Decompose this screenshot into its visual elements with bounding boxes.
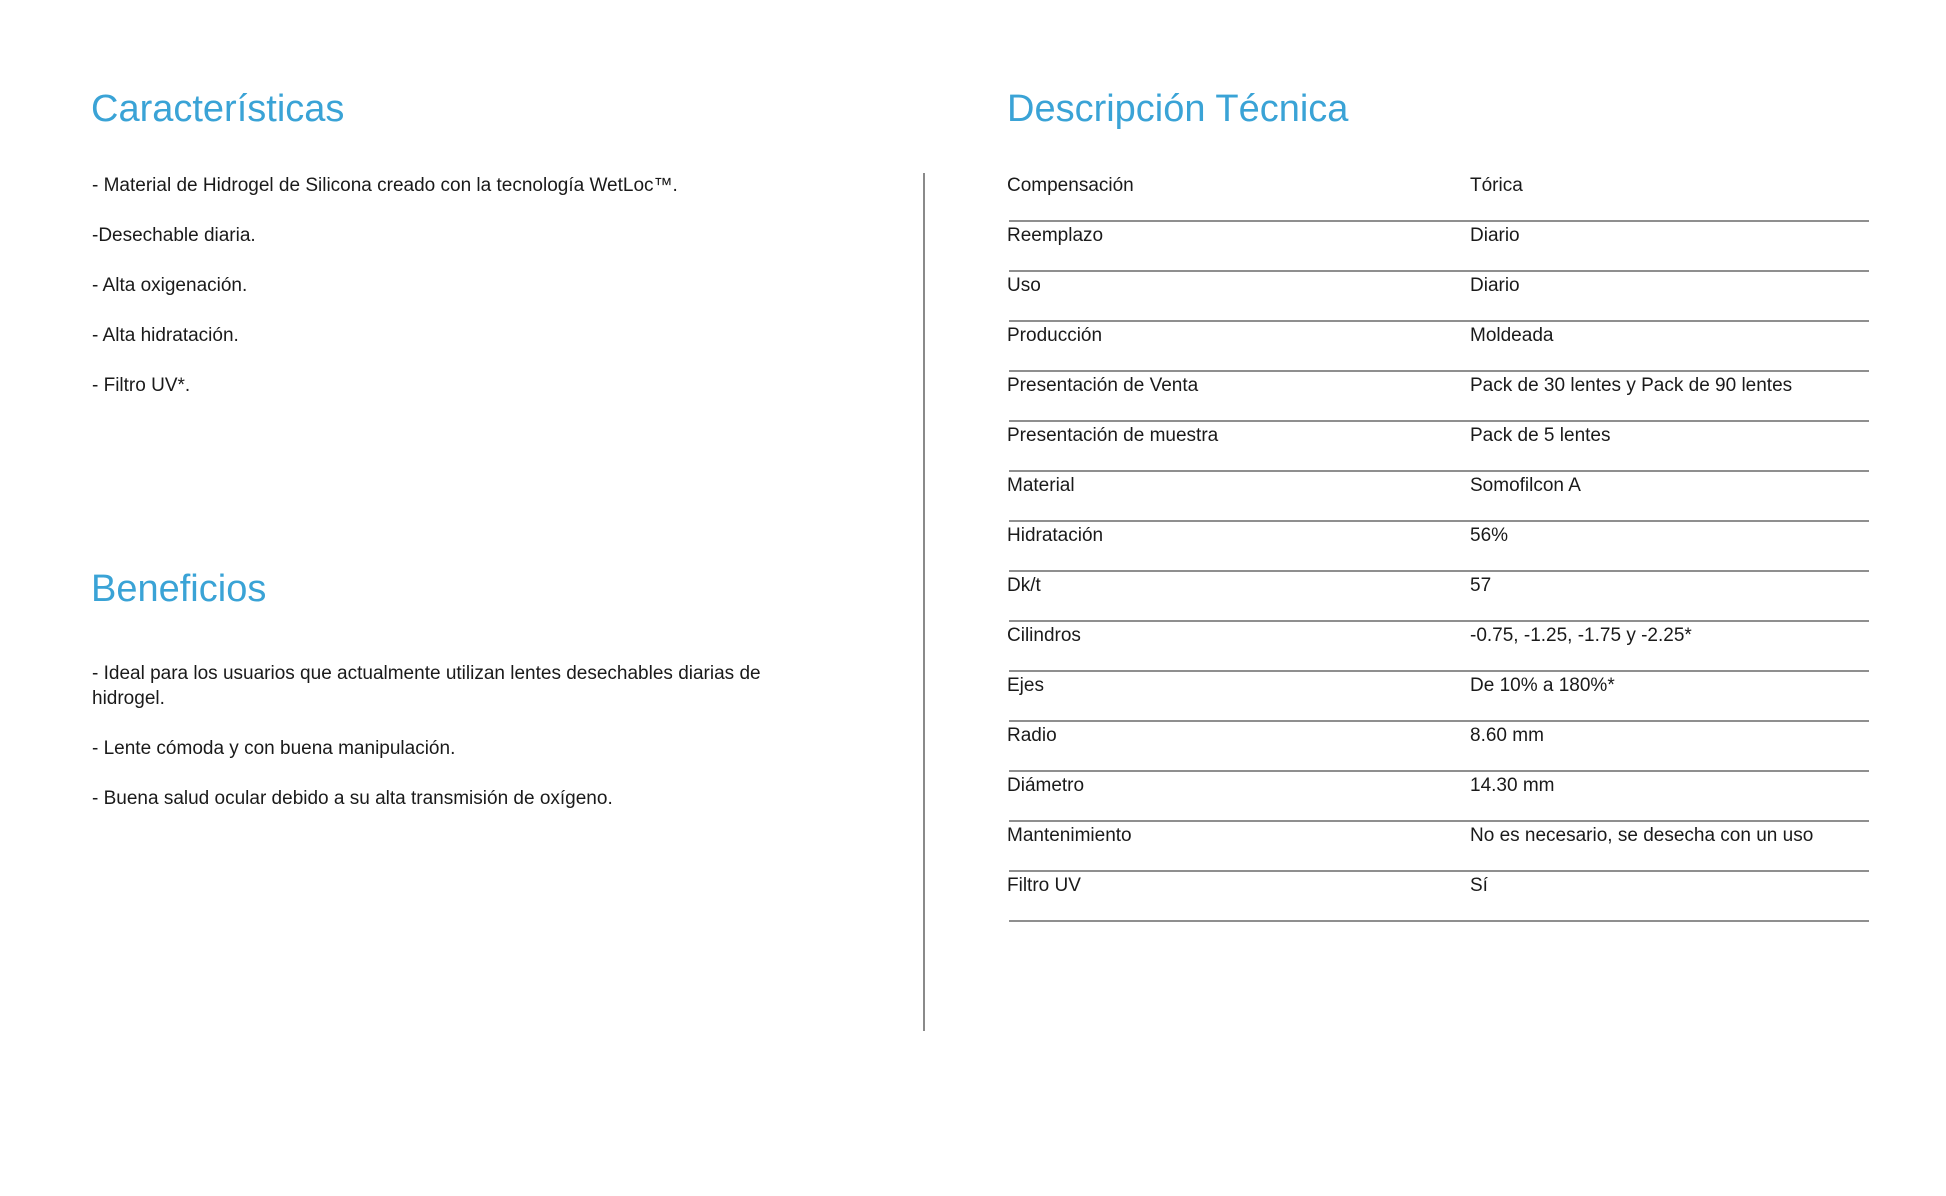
spec-value: -0.75, -1.25, -1.75 y -2.25* [1470, 625, 1692, 646]
spec-row [1009, 422, 1869, 472]
beneficio-item: - Ideal para los usuarios que actualmente utilizan lentes desechables diarias de hidrogel. [92, 663, 761, 709]
spec-value: 8.60 mm [1470, 725, 1544, 746]
spec-value: No es necesario, se desecha con un uso [1470, 825, 1814, 846]
column-divider [923, 173, 925, 1031]
spec-row [1009, 172, 1869, 222]
spec-value: Pack de 30 lentes y Pack de 90 lentes [1470, 375, 1793, 396]
spec-value: Tórica [1470, 175, 1523, 196]
spec-row [1009, 322, 1869, 372]
spec-row [1009, 622, 1869, 672]
caracteristica-item: - Material de Hidrogel de Silicona creado con la tecnología WetLoc™. [92, 175, 678, 196]
spec-label: Reemplazo [1007, 225, 1104, 246]
spec-row [1009, 272, 1869, 322]
spec-value: Somofilcon A [1470, 475, 1581, 496]
beneficios-list [92, 661, 792, 836]
spec-label: Cilindros [1007, 625, 1081, 646]
beneficio-item: - Buena salud ocular debido a su alta transmisión de oxígeno. [92, 788, 613, 809]
spec-row [1009, 572, 1869, 622]
spec-value: 14.30 mm [1470, 775, 1555, 796]
spec-value: 56% [1470, 525, 1509, 546]
spec-value: Sí [1470, 875, 1488, 896]
spec-label: Presentación de Venta [1007, 375, 1199, 396]
spec-label: Material [1007, 475, 1075, 496]
spec-label: Filtro UV [1007, 875, 1081, 896]
spec-label: Diámetro [1007, 775, 1085, 796]
spec-label: Producción [1007, 325, 1103, 346]
spec-row [1009, 522, 1869, 572]
spec-label: Mantenimiento [1007, 825, 1132, 846]
caracteristica-item: - Alta oxigenación. [92, 275, 248, 296]
spec-value: Moldeada [1470, 325, 1554, 346]
spec-row [1009, 222, 1869, 272]
spec-value: Diario [1470, 275, 1520, 296]
descripcion-tecnica-title: Descripción Técnica [1007, 88, 1349, 130]
spec-value: De 10% a 180%* [1470, 675, 1615, 696]
spec-label: Dk/t [1007, 575, 1041, 596]
spec-value: 57 [1470, 575, 1492, 596]
spec-row [1009, 772, 1869, 822]
spec-row [1009, 672, 1869, 722]
spec-label: Compensación [1007, 175, 1134, 196]
spec-table [1007, 172, 1869, 922]
caracteristicas-list [92, 173, 812, 423]
caracteristica-item: - Alta hidratación. [92, 325, 239, 346]
spec-label: Presentación de muestra [1007, 425, 1219, 446]
caracteristicas-title: Características [91, 88, 345, 130]
spec-label: Hidratación [1007, 525, 1104, 546]
spec-label: Ejes [1007, 675, 1044, 696]
spec-label: Uso [1007, 275, 1041, 296]
beneficios-title: Beneficios [91, 568, 267, 610]
spec-row [1009, 722, 1869, 772]
spec-label: Radio [1007, 725, 1057, 746]
beneficio-item: - Lente cómoda y con buena manipulación. [92, 738, 456, 759]
spec-row [1009, 372, 1869, 422]
caracteristica-item: -Desechable diaria. [92, 225, 256, 246]
spec-row [1009, 872, 1869, 922]
caracteristica-item: - Filtro UV*. [92, 375, 191, 396]
spec-value: Pack de 5 lentes [1470, 425, 1611, 446]
spec-row [1009, 822, 1869, 872]
spec-value: Diario [1470, 225, 1520, 246]
spec-row [1009, 472, 1869, 522]
